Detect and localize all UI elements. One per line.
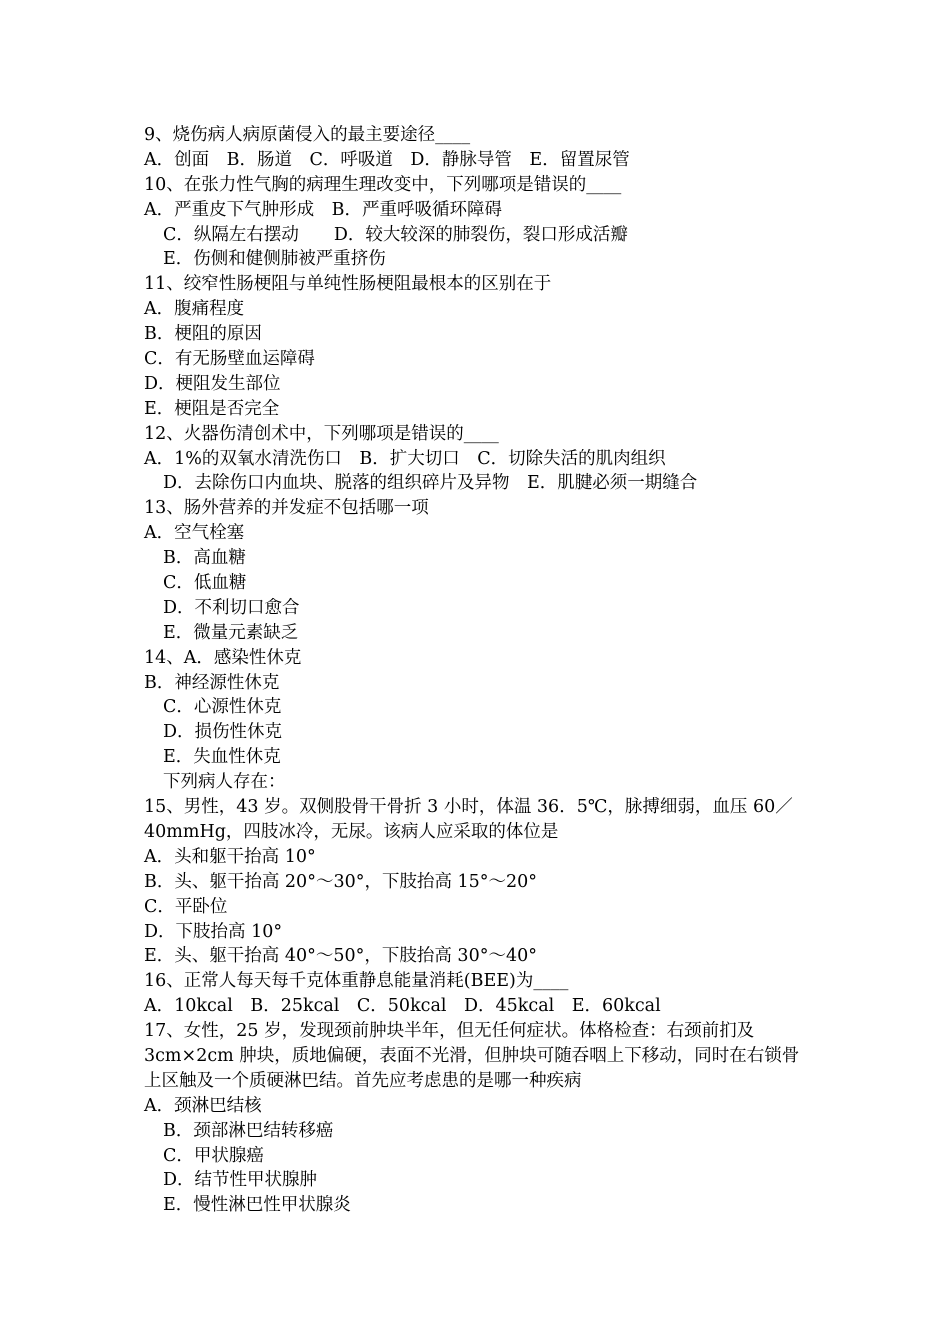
text-line: 16、正常人每天每千克体重静息能量消耗(BEE)为____ — [144, 971, 569, 992]
text-line: B．颈部淋巴结转移癌 — [163, 1120, 334, 1141]
text-line: 14、A．感染性休克 — [144, 647, 302, 668]
text-line: A．空气栓塞 — [144, 523, 245, 544]
document-body — [144, 123, 816, 1218]
text-line: D．下肢抬高 10° — [144, 921, 283, 942]
text-line: E．慢性淋巴性甲状腺炎 — [163, 1195, 351, 1216]
text-line: C．心源性休克 — [163, 697, 282, 718]
text-line: 15、男性，43 岁。双侧股骨干骨折 3 小时，体温 36．5℃，脉搏细弱，血压 60／ — [144, 797, 793, 818]
text-line: 40mmHg，四肢冰冷，无尿。该病人应采取的体位是 — [144, 821, 559, 842]
text-line: C．低血糖 — [163, 573, 247, 594]
text-line: C．纵隔左右摆动 D．较大较深的肺裂伤，裂口形成活瓣 — [163, 224, 628, 245]
text-line: D．损伤性休克 — [163, 722, 283, 743]
text-line: 13、肠外营养的并发症不包括哪一项 — [144, 498, 429, 519]
text-line: 11、绞窄性肠梗阻与单纯性肠梗阻最根本的区别在于 — [144, 274, 552, 295]
text-line: B．梗阻的原因 — [144, 324, 262, 345]
text-line: A．头和躯干抬高 10° — [144, 846, 316, 867]
text-line: A．腹痛程度 — [144, 299, 245, 320]
text-line: B．神经源性休克 — [144, 672, 280, 693]
text-line: C．有无肠壁血运障碍 — [144, 349, 315, 370]
text-line: 下列病人存在： — [163, 772, 286, 793]
text-line: A．颈淋巴结核 — [144, 1095, 262, 1116]
text-line: C．甲状腺癌 — [163, 1145, 264, 1166]
text-line: D．不利切口愈合 — [163, 597, 300, 618]
text-line: A．10kcal B．25kcal C．50kcal D．45kcal E．60kcal — [144, 996, 661, 1017]
text-line: 10、在张力性气胸的病理生理改变中，下列哪项是错误的____ — [144, 174, 622, 195]
text-line: D．梗阻发生部位 — [144, 373, 281, 394]
text-line: 9、烧伤病人病原菌侵入的最主要途径____ — [144, 125, 471, 145]
text-line: A．严重皮下气肿形成 B．严重呼吸循环障碍 — [144, 199, 502, 220]
text-line: B．高血糖 — [163, 548, 246, 569]
text-line: A．1%的双氧水清洗伤口 B．扩大切口 C．切除失活的肌肉组织 — [144, 448, 666, 469]
text-line: 17、女性，25 岁，发现颈前肿块半年，但无任何症状。体格检查：右颈前扪及 — [144, 1021, 755, 1042]
text-line: C．平卧位 — [144, 896, 228, 917]
text-line: D．结节性甲状腺肿 — [163, 1170, 318, 1191]
text-line: 上区触及一个质硬淋巴结。首先应考虑患的是哪一种疾病 — [144, 1070, 582, 1091]
text-line: 3cm×2cm 肿块，质地偏硬，表面不光滑，但肿块可随吞咽上下移动，同时在右锁骨 — [144, 1045, 800, 1066]
text-line: D．去除伤口内血块、脱落的组织碎片及异物 E．肌腱必须一期缝合 — [163, 473, 698, 494]
text-line: E．失血性休克 — [163, 747, 281, 768]
text-line: E．头、躯干抬高 40°～50°，下肢抬高 30°～40° — [144, 946, 537, 967]
text-line: 12、火器伤清创术中，下列哪项是错误的____ — [144, 423, 499, 444]
text-line: E．微量元素缺乏 — [163, 622, 299, 643]
text-line: A．创面 B．肠道 C．呼吸道 D．静脉导管 E．留置尿管 — [144, 149, 630, 170]
text-line: B．头、躯干抬高 20°～30°，下肢抬高 15°～20° — [144, 871, 538, 892]
text-line: E．梗阻是否完全 — [144, 398, 280, 419]
text-line: E．伤侧和健侧肺被严重挤伤 — [163, 249, 386, 270]
